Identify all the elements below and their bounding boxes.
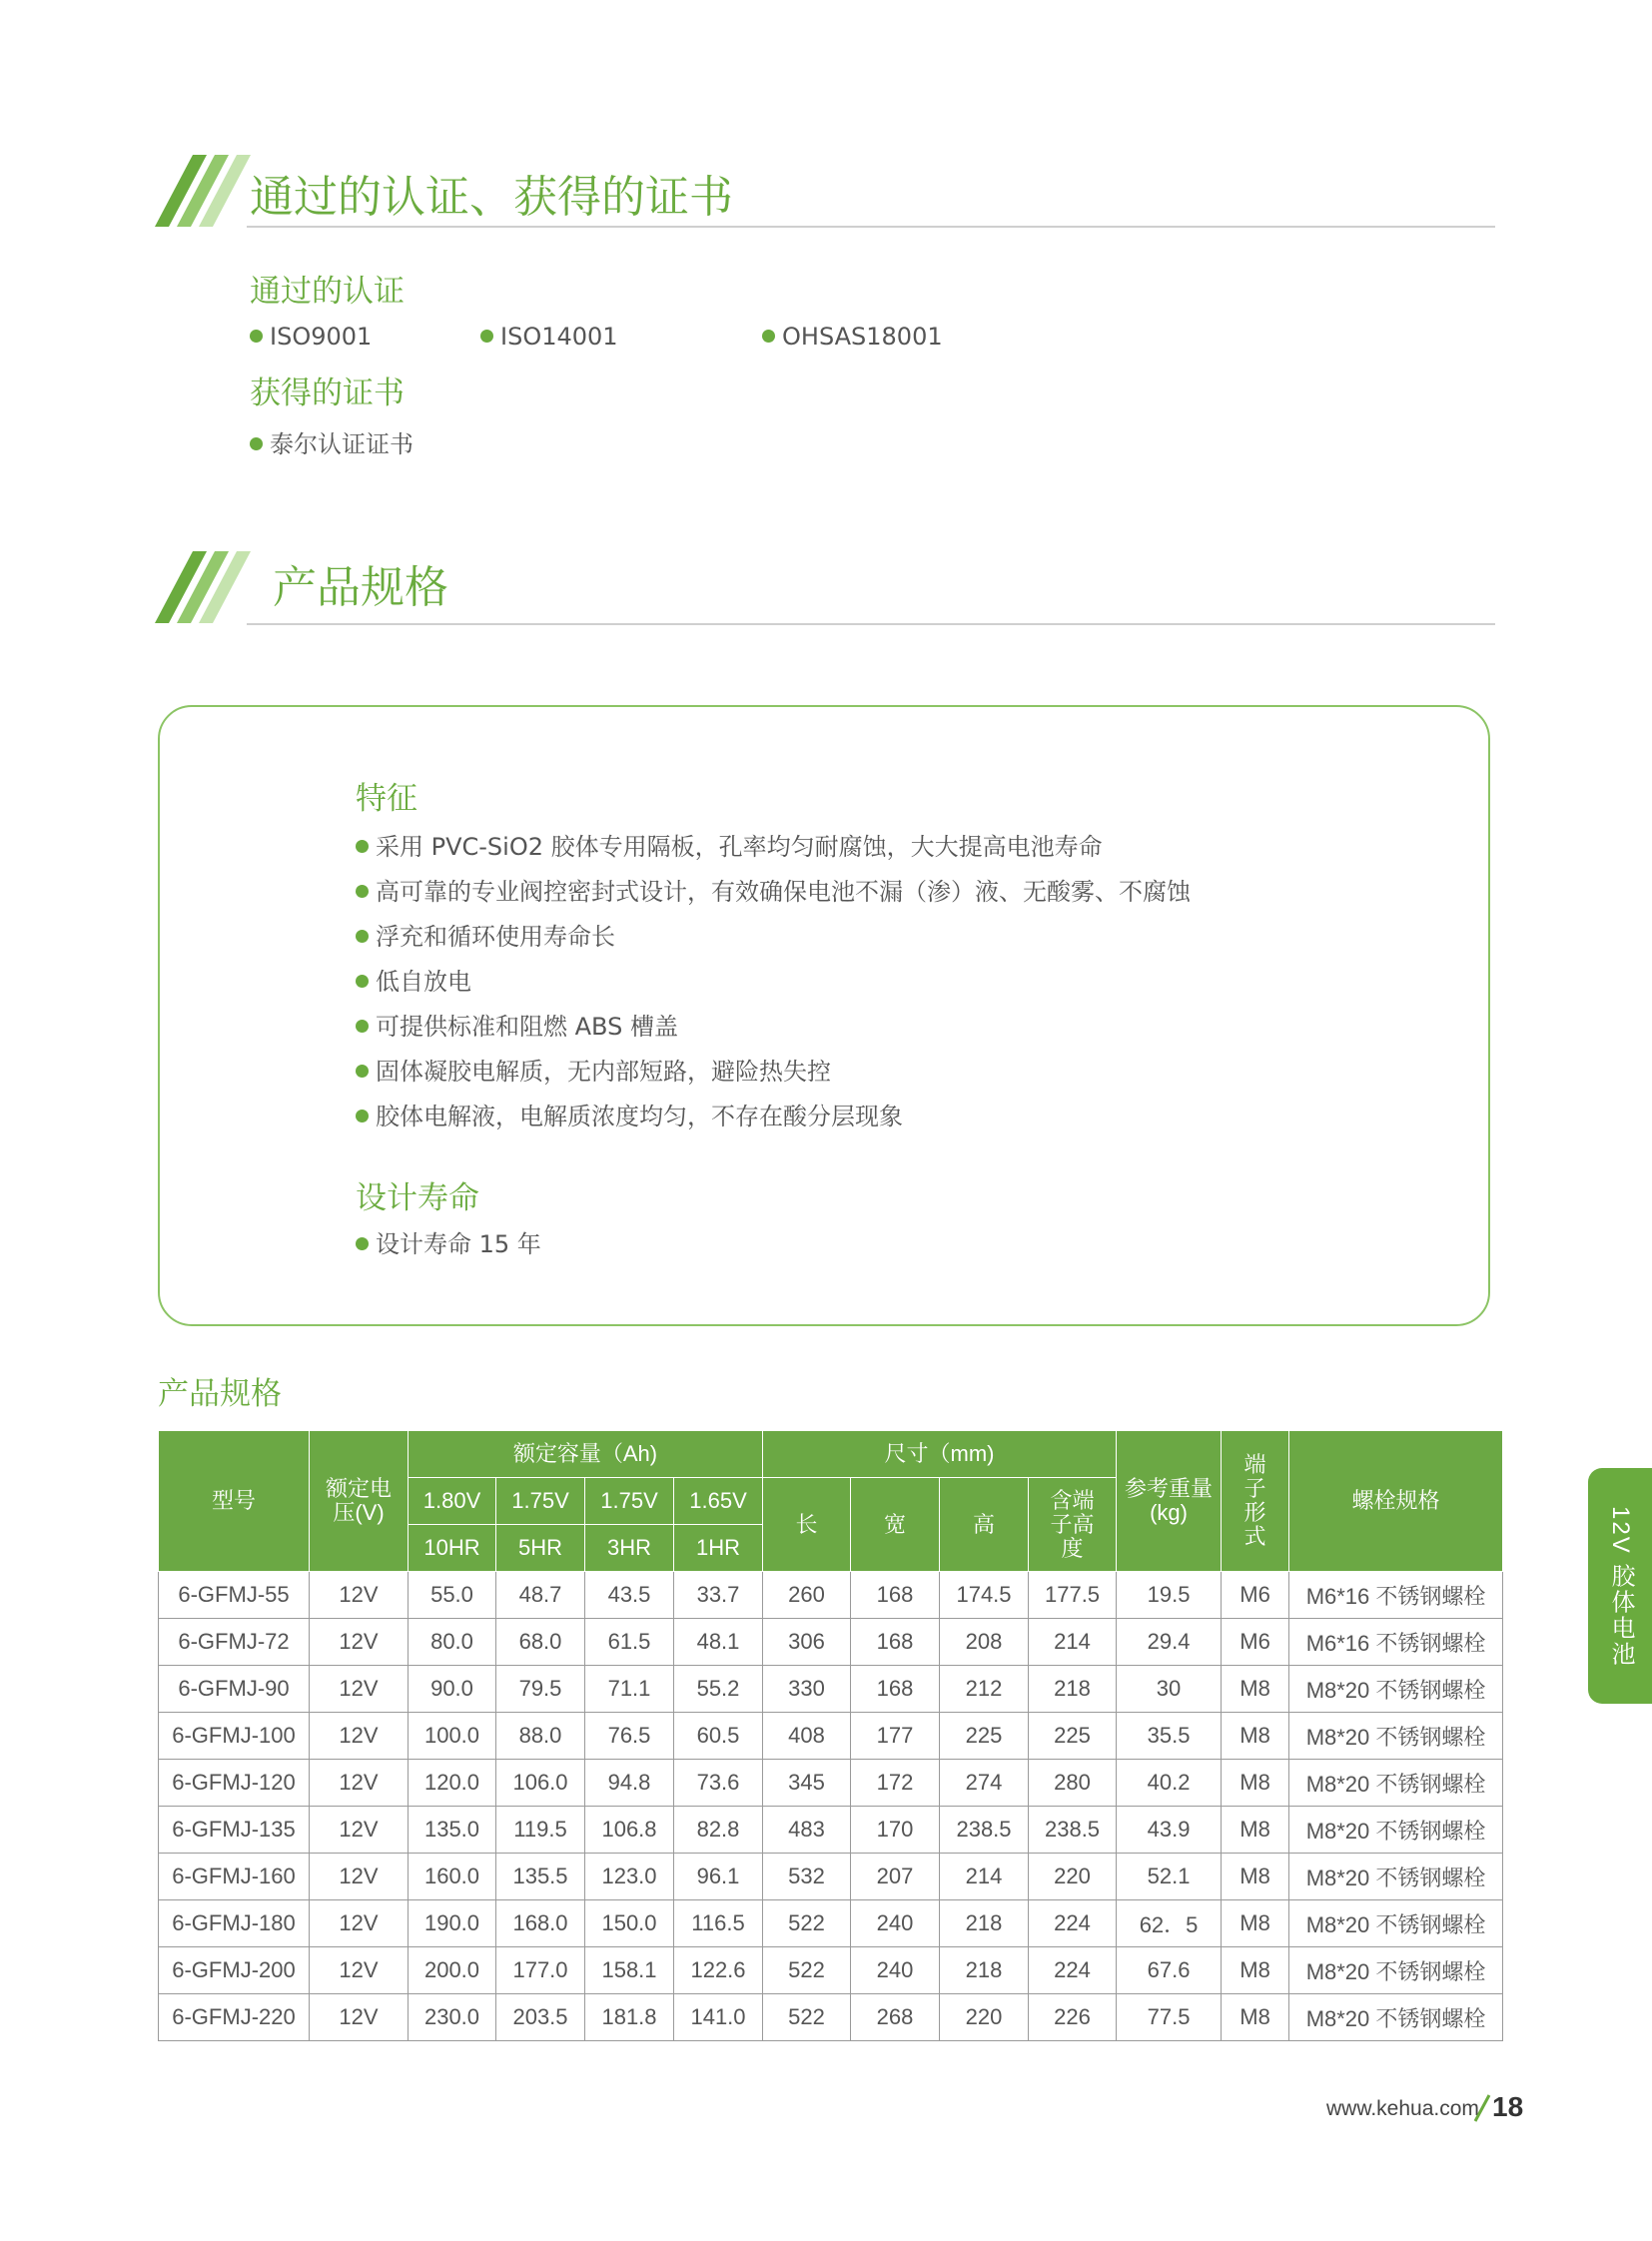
header-cap-volt: 1.75V xyxy=(585,1478,674,1525)
design-life-item: 设计寿命 15 年 xyxy=(356,1224,541,1259)
table-cell: 6-GFMJ-220 xyxy=(159,1994,310,2041)
feature-item: 可提供标准和阻燃 ABS 槽盖 xyxy=(356,1007,678,1042)
bullet-dot-icon xyxy=(356,885,369,898)
table-cell: 141.0 xyxy=(674,1994,763,2041)
table-row xyxy=(159,1854,1503,1900)
table-cell: 100.0 xyxy=(409,1713,496,1760)
table-cell: 532 xyxy=(763,1854,851,1900)
table-cell: 12V xyxy=(310,1947,409,1994)
table-cell: 94.8 xyxy=(585,1760,674,1807)
table-cell: 226 xyxy=(1029,1994,1117,2041)
header-cap-rate: 1HR xyxy=(674,1525,763,1572)
table-cell: 240 xyxy=(851,1900,940,1947)
table-row xyxy=(159,1900,1503,1947)
table-cell: 190.0 xyxy=(409,1900,496,1947)
table-cell: 67.6 xyxy=(1117,1947,1222,1994)
feature-item: 固体凝胶电解质，无内部短路，避险热失控 xyxy=(356,1052,831,1087)
table-cell: 168 xyxy=(851,1619,940,1666)
table-cell: 71.1 xyxy=(585,1666,674,1713)
footer-url: www.kehua.com xyxy=(1326,2097,1479,2120)
table-cell: 203.5 xyxy=(496,1994,585,2041)
table-cell: 238.5 xyxy=(940,1807,1029,1854)
table-cell: M8 xyxy=(1222,1854,1289,1900)
table-cell: 220 xyxy=(1029,1854,1117,1900)
header-width: 宽 xyxy=(851,1478,940,1572)
table-cell: 12V xyxy=(310,1994,409,2041)
spec-table xyxy=(158,1430,1503,2041)
table-cell: 6-GFMJ-72 xyxy=(159,1619,310,1666)
table-row xyxy=(159,1666,1503,1713)
header-height: 高 xyxy=(940,1478,1029,1572)
table-cell: M8 xyxy=(1222,1994,1289,2041)
passed-cert-item: OHSAS18001 xyxy=(762,323,943,351)
table-cell: 345 xyxy=(763,1760,851,1807)
table-cell: 55.2 xyxy=(674,1666,763,1713)
table-cell: 177.5 xyxy=(1029,1572,1117,1619)
table-cell: 33.7 xyxy=(674,1572,763,1619)
table-cell: 174.5 xyxy=(940,1572,1029,1619)
table-cell: M6 xyxy=(1222,1619,1289,1666)
table-cell: 220 xyxy=(940,1994,1029,2041)
table-cell: 240 xyxy=(851,1947,940,1994)
stripes-decoration-icon xyxy=(155,155,255,227)
table-cell: 116.5 xyxy=(674,1900,763,1947)
bullet-dot-icon xyxy=(250,330,263,343)
table-cell: 43.5 xyxy=(585,1572,674,1619)
table-cell: 6-GFMJ-55 xyxy=(159,1572,310,1619)
passed-cert-item: ISO14001 xyxy=(480,323,618,351)
header-cap-volt: 1.75V xyxy=(496,1478,585,1525)
table-cell: 19.5 xyxy=(1117,1572,1222,1619)
header-bolt: 螺栓规格 xyxy=(1289,1431,1503,1572)
table-cell: 483 xyxy=(763,1807,851,1854)
table-cell: 6-GFMJ-160 xyxy=(159,1854,310,1900)
table-cell: 77.5 xyxy=(1117,1994,1222,2041)
header-cap-volt: 1.80V xyxy=(409,1478,496,1525)
table-cell: 218 xyxy=(1029,1666,1117,1713)
table-cell: 106.8 xyxy=(585,1807,674,1854)
header-cap-rate: 5HR xyxy=(496,1525,585,1572)
table-cell: 68.0 xyxy=(496,1619,585,1666)
table-cell: 96.1 xyxy=(674,1854,763,1900)
table-cell: M6*16 不锈钢螺栓 xyxy=(1289,1619,1503,1666)
table-cell: 76.5 xyxy=(585,1713,674,1760)
feature-item: 低自放电 xyxy=(356,962,471,997)
table-cell: 306 xyxy=(763,1619,851,1666)
bullet-dot-icon xyxy=(356,1110,369,1122)
table-cell: 330 xyxy=(763,1666,851,1713)
table-cell: 12V xyxy=(310,1760,409,1807)
table-cell: M6 xyxy=(1222,1572,1289,1619)
table-cell: M8*20 不锈钢螺栓 xyxy=(1289,1713,1503,1760)
table-cell: 177.0 xyxy=(496,1947,585,1994)
table-cell: 30 xyxy=(1117,1666,1222,1713)
table-cell: 268 xyxy=(851,1994,940,2041)
table-cell: 172 xyxy=(851,1760,940,1807)
table-cell: 12V xyxy=(310,1666,409,1713)
table-cell: 62．5 xyxy=(1117,1900,1222,1947)
table-cell: 6-GFMJ-135 xyxy=(159,1807,310,1854)
header-cap-rate: 3HR xyxy=(585,1525,674,1572)
table-cell: 80.0 xyxy=(409,1619,496,1666)
table-cell: 230.0 xyxy=(409,1994,496,2041)
header-terminal-height: 含端子高度 xyxy=(1029,1478,1117,1572)
stripes-decoration-icon xyxy=(155,551,255,623)
table-cell: M8 xyxy=(1222,1947,1289,1994)
table-cell: 181.8 xyxy=(585,1994,674,2041)
feature-item: 浮充和循环使用寿命长 xyxy=(356,917,615,952)
table-cell: 158.1 xyxy=(585,1947,674,1994)
passed-certs-title: 通过的认证 xyxy=(250,274,405,310)
table-row xyxy=(159,1713,1503,1760)
table-cell: 225 xyxy=(1029,1713,1117,1760)
table-row xyxy=(159,1619,1503,1666)
table-cell: 212 xyxy=(940,1666,1029,1713)
table-cell: 43.9 xyxy=(1117,1807,1222,1854)
table-cell: 12V xyxy=(310,1854,409,1900)
header-weight: 参考重量(kg) xyxy=(1117,1431,1222,1572)
table-cell: 106.0 xyxy=(496,1760,585,1807)
table-cell: 214 xyxy=(1029,1619,1117,1666)
table-cell: 214 xyxy=(940,1854,1029,1900)
header-length: 长 xyxy=(763,1478,851,1572)
feature-item: 高可靠的专业阀控密封式设计，有效确保电池不漏（渗）液、无酸雾、不腐蚀 xyxy=(356,872,1191,907)
table-cell: 82.8 xyxy=(674,1807,763,1854)
table-cell: M8 xyxy=(1222,1807,1289,1854)
table-cell: M8*20 不锈钢螺栓 xyxy=(1289,1854,1503,1900)
table-cell: 120.0 xyxy=(409,1760,496,1807)
spec-table-title: 产品规格 xyxy=(158,1376,282,1412)
header-size: 尺寸（mm) xyxy=(763,1431,1117,1478)
table-cell: 6-GFMJ-90 xyxy=(159,1666,310,1713)
table-cell: 79.5 xyxy=(496,1666,585,1713)
table-cell: M8 xyxy=(1222,1713,1289,1760)
table-cell: 48.7 xyxy=(496,1572,585,1619)
table-cell: M8 xyxy=(1222,1760,1289,1807)
table-cell: 160.0 xyxy=(409,1854,496,1900)
table-cell: 168.0 xyxy=(496,1900,585,1947)
feature-item: 采用 PVC-SiO2 胶体专用隔板，孔率均匀耐腐蚀，大大提高电池寿命 xyxy=(356,827,1103,862)
table-cell: M8*20 不锈钢螺栓 xyxy=(1289,1994,1503,2041)
feature-item: 胶体电解液，电解质浓度均匀，不存在酸分层现象 xyxy=(356,1097,903,1131)
spec-table-body xyxy=(159,1572,1503,2041)
header-capacity: 额定容量（Ah) xyxy=(409,1431,763,1478)
table-cell: 73.6 xyxy=(674,1760,763,1807)
table-cell: 135.0 xyxy=(409,1807,496,1854)
table-cell: 408 xyxy=(763,1713,851,1760)
table-cell: 224 xyxy=(1029,1947,1117,1994)
table-row xyxy=(159,1807,1503,1854)
table-cell: 170 xyxy=(851,1807,940,1854)
page-number: 18 xyxy=(1492,2091,1524,2122)
table-cell: 177 xyxy=(851,1713,940,1760)
certs-section-title: 通过的认证、获得的证书 xyxy=(250,172,733,223)
bullet-dot-icon xyxy=(356,930,369,943)
table-cell: 168 xyxy=(851,1666,940,1713)
table-cell: 6-GFMJ-120 xyxy=(159,1760,310,1807)
obtained-cert-item: 泰尔认证证书 xyxy=(250,424,413,459)
bullet-dot-icon xyxy=(356,1065,369,1078)
table-cell: 150.0 xyxy=(585,1900,674,1947)
features-box xyxy=(158,705,1490,1326)
table-cell: 224 xyxy=(1029,1900,1117,1947)
table-cell: 12V xyxy=(310,1619,409,1666)
bullet-dot-icon xyxy=(356,1020,369,1033)
product-section-title: 产品规格 xyxy=(273,562,448,613)
product-section-divider xyxy=(247,623,1495,625)
table-cell: 60.5 xyxy=(674,1713,763,1760)
table-row xyxy=(159,1994,1503,2041)
table-cell: 225 xyxy=(940,1713,1029,1760)
table-cell: 168 xyxy=(851,1572,940,1619)
table-cell: 208 xyxy=(940,1619,1029,1666)
bullet-dot-icon xyxy=(250,437,263,450)
table-cell: 29.4 xyxy=(1117,1619,1222,1666)
obtained-certs-title: 获得的证书 xyxy=(250,375,405,411)
table-cell: 522 xyxy=(763,1900,851,1947)
table-cell: 274 xyxy=(940,1760,1029,1807)
table-cell: 55.0 xyxy=(409,1572,496,1619)
table-row xyxy=(159,1572,1503,1619)
table-row xyxy=(159,1760,1503,1807)
table-cell: M8*20 不锈钢螺栓 xyxy=(1289,1947,1503,1994)
table-cell: 61.5 xyxy=(585,1619,674,1666)
table-cell: 12V xyxy=(310,1807,409,1854)
table-cell: 6-GFMJ-100 xyxy=(159,1713,310,1760)
table-cell: 218 xyxy=(940,1947,1029,1994)
table-cell: 6-GFMJ-180 xyxy=(159,1900,310,1947)
passed-cert-item: ISO9001 xyxy=(250,323,372,351)
table-cell: 123.0 xyxy=(585,1854,674,1900)
bullet-dot-icon xyxy=(356,975,369,988)
table-row xyxy=(159,1947,1503,1994)
table-cell: M8*20 不锈钢螺栓 xyxy=(1289,1807,1503,1854)
table-cell: 135.5 xyxy=(496,1854,585,1900)
bullet-dot-icon xyxy=(762,330,775,343)
bullet-dot-icon xyxy=(356,840,369,853)
table-cell: 48.1 xyxy=(674,1619,763,1666)
header-model: 型号 xyxy=(159,1431,310,1572)
product-section-header xyxy=(155,551,1495,641)
table-cell: 12V xyxy=(310,1713,409,1760)
table-cell: 119.5 xyxy=(496,1807,585,1854)
features-title: 特征 xyxy=(356,781,417,817)
header-cap-volt: 1.65V xyxy=(674,1478,763,1525)
table-cell: 6-GFMJ-200 xyxy=(159,1947,310,1994)
table-cell: 52.1 xyxy=(1117,1854,1222,1900)
table-cell: 280 xyxy=(1029,1760,1117,1807)
table-cell: M8 xyxy=(1222,1666,1289,1713)
table-cell: 200.0 xyxy=(409,1947,496,1994)
bullet-dot-icon xyxy=(356,1237,369,1250)
table-cell: 90.0 xyxy=(409,1666,496,1713)
table-cell: 238.5 xyxy=(1029,1807,1117,1854)
table-cell: M6*16 不锈钢螺栓 xyxy=(1289,1572,1503,1619)
table-cell: 88.0 xyxy=(496,1713,585,1760)
table-cell: M8*20 不锈钢螺栓 xyxy=(1289,1760,1503,1807)
table-cell: 40.2 xyxy=(1117,1760,1222,1807)
table-cell: M8*20 不锈钢螺栓 xyxy=(1289,1900,1503,1947)
table-cell: 35.5 xyxy=(1117,1713,1222,1760)
header-cap-rate: 10HR xyxy=(409,1525,496,1572)
footer-slash-icon xyxy=(1471,2093,1493,2123)
side-tab-label: 12V 胶体电池 xyxy=(1607,1506,1634,1668)
table-cell: 207 xyxy=(851,1854,940,1900)
design-life-title: 设计寿命 xyxy=(356,1180,479,1216)
table-cell: 12V xyxy=(310,1572,409,1619)
table-cell: 122.6 xyxy=(674,1947,763,1994)
table-cell: 522 xyxy=(763,1994,851,2041)
bullet-dot-icon xyxy=(480,330,493,343)
certs-section-divider xyxy=(247,226,1495,228)
table-cell: M8 xyxy=(1222,1900,1289,1947)
certs-section-header xyxy=(155,155,1495,245)
table-cell: 218 xyxy=(940,1900,1029,1947)
table-cell: 260 xyxy=(763,1572,851,1619)
header-voltage: 额定电压(V) xyxy=(310,1431,409,1572)
table-cell: M8*20 不锈钢螺栓 xyxy=(1289,1666,1503,1713)
table-cell: 522 xyxy=(763,1947,851,1994)
table-cell: 12V xyxy=(310,1900,409,1947)
header-terminal: 端子形式 xyxy=(1222,1431,1289,1572)
